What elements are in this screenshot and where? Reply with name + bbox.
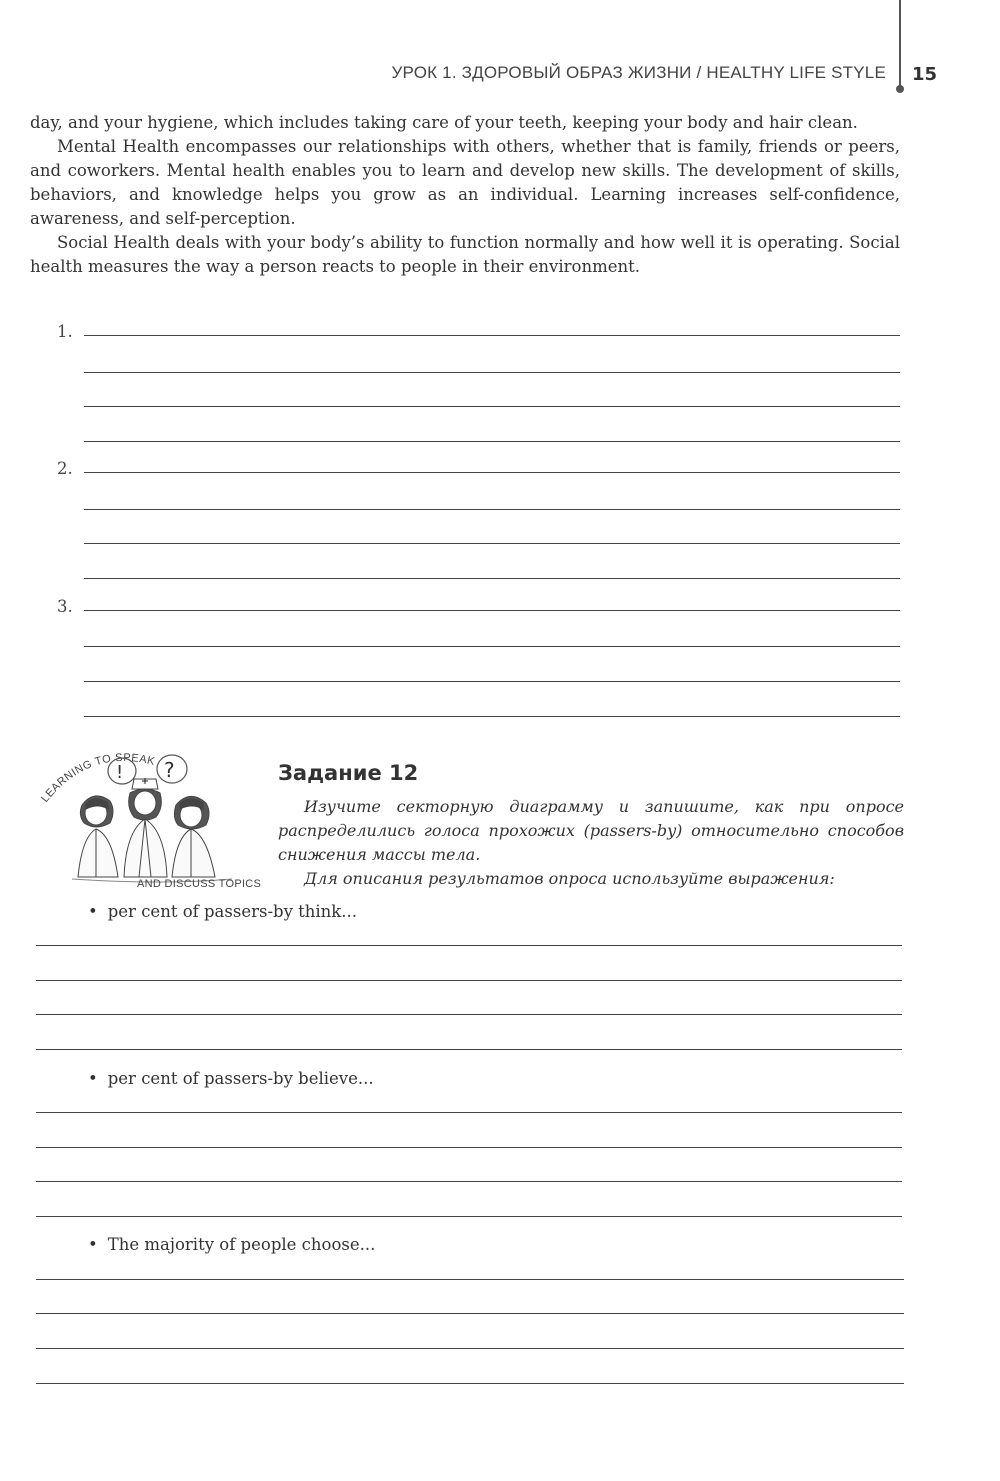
task-title: Задание 12: [278, 761, 419, 785]
bullet-item: [88, 1235, 375, 1254]
task-instructions: [278, 795, 904, 891]
answer-line[interactable]: [36, 1383, 904, 1384]
answer-line[interactable]: [84, 543, 900, 544]
answer-line[interactable]: [36, 1147, 902, 1148]
page-number: 15: [912, 64, 938, 85]
answer-line[interactable]: [84, 406, 900, 407]
header-rule-dot: [896, 85, 904, 93]
answer-number: 3.: [57, 597, 73, 616]
answer-line[interactable]: [36, 945, 902, 946]
bullet-dot: •: [88, 1235, 98, 1254]
answer-line[interactable]: [36, 1014, 902, 1015]
answer-line[interactable]: [84, 472, 900, 473]
person-right-icon: [172, 796, 215, 877]
bullet-dot: •: [88, 902, 98, 921]
question-mark: ?: [164, 758, 175, 782]
person-doctor-icon: [124, 778, 167, 877]
answer-line[interactable]: [84, 335, 900, 336]
answer-line[interactable]: [36, 1112, 902, 1113]
answer-line[interactable]: [84, 716, 900, 717]
answer-line[interactable]: [36, 1313, 904, 1314]
paragraph: day, and your hygiene, which includes taking care of your teeth, keeping your body and hair clean.: [30, 113, 858, 132]
answer-line[interactable]: [36, 1279, 904, 1280]
answer-line[interactable]: [84, 578, 900, 579]
logo-caption: AND DISCUSS TOPICS: [137, 878, 262, 890]
instruction-paragraph: Для описания результатов опроса используйте выражения:: [304, 869, 835, 888]
answer-line[interactable]: [84, 441, 900, 442]
instruction-paragraph: Изучите секторную диаграмму и запишите, как при опросе распределились голоса прохожих (passers-by) относительно способов снижения массы тела.: [278, 797, 904, 864]
answer-line[interactable]: [36, 1181, 902, 1182]
answer-line[interactable]: [36, 1049, 902, 1050]
learning-to-speak-logo: [36, 745, 266, 895]
person-left-icon: [78, 796, 118, 877]
bullet-dot: •: [88, 1069, 98, 1088]
answer-line[interactable]: [84, 610, 900, 611]
paragraph: Mental Health encompasses our relationships with others, whether that is family, friends or peers, and coworkers. Mental health enables you to learn and develop new skills. The development of skills, behaviors, and knowledge helps you grow as an individual. Learning increases self-confidence, awareness, and self-perception.: [30, 137, 900, 228]
exclamation-mark: !: [116, 762, 124, 783]
answer-line[interactable]: [36, 1348, 904, 1349]
answer-number: 2.: [57, 459, 73, 478]
running-head: УРОК 1. ЗДОРОВЫЙ ОБРАЗ ЖИЗНИ / HEALTHY LIFE STYLE: [391, 63, 886, 82]
paragraph: Social Health deals with your body’s ability to function normally and how well it is operating. Social health measures the way a person reacts to people in their environment.: [30, 233, 900, 276]
bullet-text: per cent of passers-by think...: [107, 902, 358, 921]
answer-line[interactable]: [84, 681, 900, 682]
bullet-item: [88, 902, 357, 921]
answer-line[interactable]: [84, 509, 900, 510]
body-text: [30, 111, 900, 279]
logo-arc-text: LEARNING TO SPEAK: [39, 751, 157, 805]
answer-line[interactable]: [36, 980, 902, 981]
bullet-text: per cent of passers-by believe...: [107, 1069, 374, 1088]
bullet-text: The majority of people choose...: [107, 1235, 376, 1254]
answer-line[interactable]: [36, 1216, 902, 1217]
bullet-item: [88, 1069, 374, 1088]
answer-number: 1.: [57, 322, 73, 341]
header-rule: [899, 0, 901, 88]
answer-line[interactable]: [84, 372, 900, 373]
answer-line[interactable]: [84, 646, 900, 647]
